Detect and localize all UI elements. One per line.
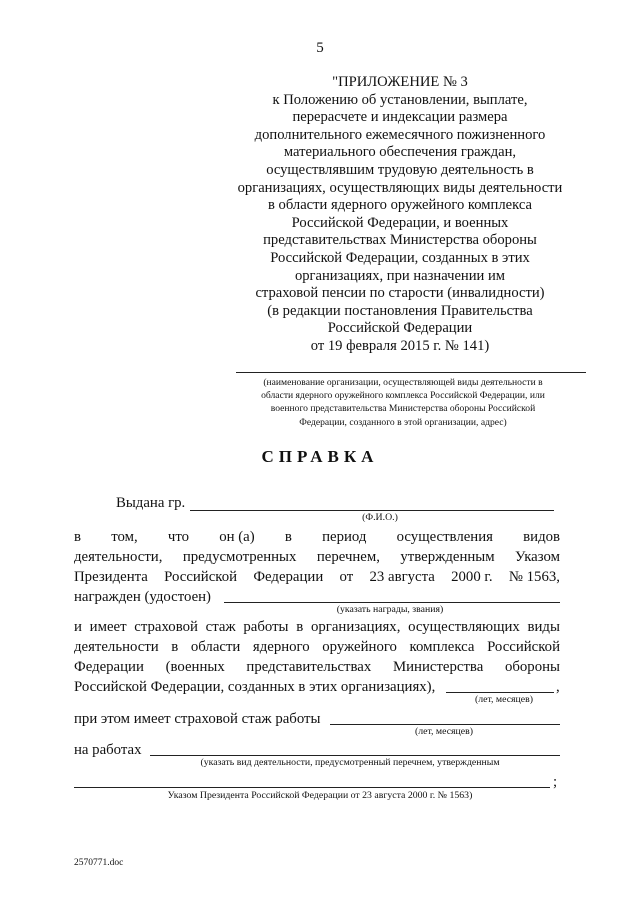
works-end: ;	[553, 774, 558, 790]
appendix-header	[220, 74, 580, 356]
caption-line: (наименование организации, осуществляющей виды деятельности в	[263, 377, 543, 388]
appendix-line: Российской Федерации, созданных в этих	[270, 249, 530, 266]
awards-field[interactable]	[224, 602, 560, 603]
page-number: 5	[316, 40, 324, 56]
appendix-line: материального обеспечения граждан,	[283, 144, 517, 161]
works-caption: (указать вид деятельности, предусмотренный перечнем, утвержденным	[200, 757, 500, 768]
organization-caption	[228, 376, 578, 429]
works-label: на работах	[74, 742, 142, 758]
fio-caption: (Ф.И.О.)	[362, 512, 398, 523]
awards-caption: (указать награды, звания)	[336, 604, 444, 615]
years-months-field-1[interactable]	[446, 692, 554, 693]
paragraph-line-7: Федерации (военных представительствах Министерства обороны	[74, 659, 560, 675]
fio-field[interactable]	[190, 510, 554, 511]
appendix-line: от 19 февраля 2015 г. № 141)	[310, 337, 490, 354]
works-field-continuation[interactable]	[74, 787, 550, 788]
years-months-caption-2: (лет, месяцев)	[414, 726, 474, 737]
paragraph-line-8: Российской Федерации, созданных в этих организациях),	[74, 679, 436, 695]
line8-end: ,	[556, 679, 560, 695]
issued-to-label: Выдана гр.	[116, 495, 186, 511]
document-title: СПРАВКА	[261, 447, 379, 466]
appendix-line: осуществлявшим трудовую деятельность в	[266, 161, 534, 178]
caption-line: военного представительства Министерства обороны Российской	[270, 403, 536, 415]
appendix-line: Российской Федерации, и военных	[291, 214, 509, 231]
appendix-line: страховой пенсии по старости (инвалидности)	[255, 285, 545, 302]
decree-caption: Указом Президента Российской Федерации от 23 августа 2000 г. № 1563)	[167, 790, 473, 801]
appendix-line: организациях, осуществляющих виды деятельности	[237, 179, 563, 196]
appendix-line: в области ядерного оружейного комплекса	[268, 197, 532, 214]
appendix-line: (в редакции постановления Правительства	[267, 302, 533, 319]
works-field[interactable]	[150, 755, 560, 756]
caption-line: Федерации, созданного в этой организации, адрес)	[299, 416, 507, 428]
organization-field[interactable]	[236, 372, 586, 373]
paragraph-line-3: Президента Российской Федерации от 23 августа 2000 г. № 1563,	[74, 569, 560, 585]
experience-field[interactable]	[330, 724, 560, 725]
appendix-line: организациях, при назначении им	[294, 267, 506, 284]
paragraph-line-1: в том, что он (а) в период осуществления видов	[74, 529, 560, 545]
appendix-line: дополнительного ежемесячного пожизненного	[254, 126, 546, 143]
appendix-line: представительствах Министерства обороны	[263, 232, 537, 249]
appendix-line: "ПРИЛОЖЕНИЕ № 3	[332, 74, 468, 90]
paragraph-line-2: деятельности, предусмотренных перечнем, утвержденным Указом	[74, 549, 560, 565]
footer-filename: 2570771.doc	[74, 858, 124, 868]
appendix-line: Российской Федерации	[327, 320, 473, 337]
years-months-caption-1: (лет, месяцев)	[474, 694, 534, 705]
awarded-label: награжден (удостоен)	[74, 589, 211, 605]
paragraph-line-5: и имеет страховой стаж работы в организациях, осуществляющих виды	[74, 619, 560, 635]
appendix-line: к Положению об установлении, выплате,	[272, 91, 528, 108]
caption-line: области ядерного оружейного комплекса Российской Федерации, или	[261, 390, 545, 402]
experience-label: при этом имеет страховой стаж работы	[74, 711, 321, 727]
paragraph-line-6: деятельности в области ядерного оружейного комплекса Российской	[74, 639, 560, 655]
appendix-line: перерасчете и индексации размера	[292, 109, 508, 126]
